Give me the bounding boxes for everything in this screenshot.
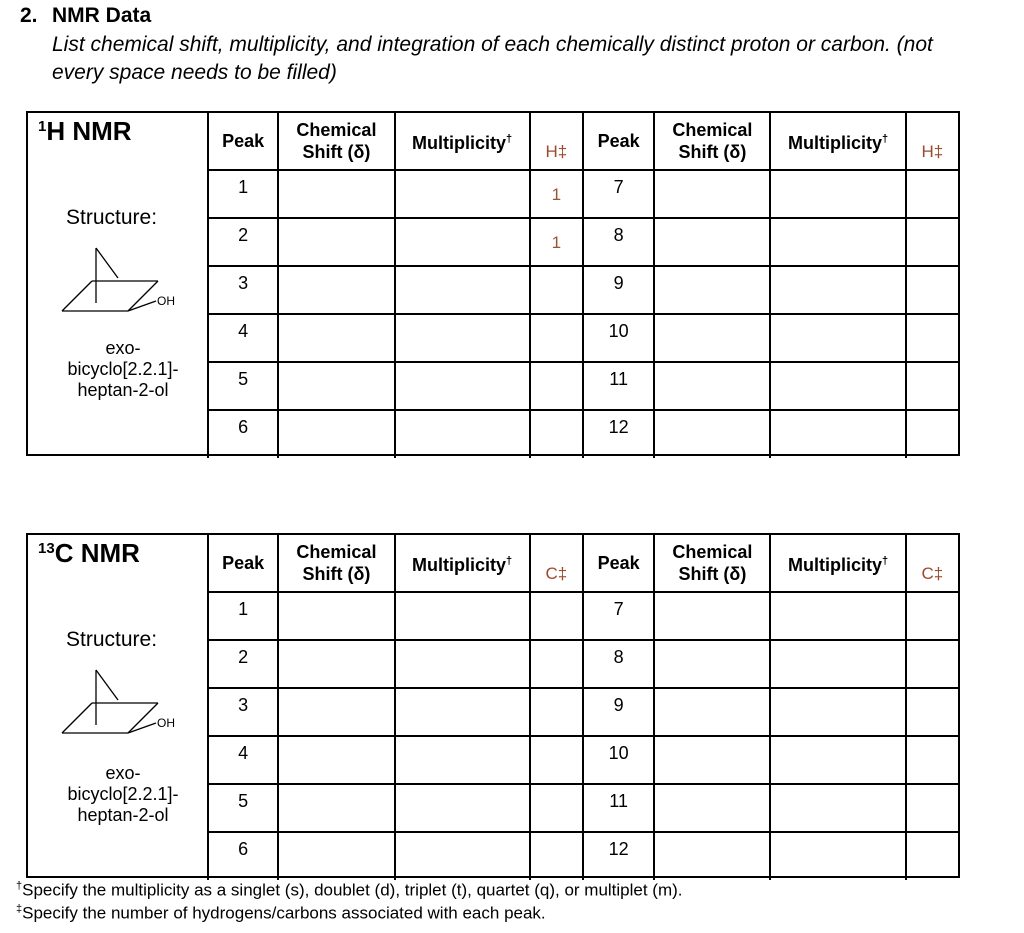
chemical-shift-cell[interactable] [654, 410, 770, 458]
dagger-mark: † [506, 555, 513, 567]
chemical-shift-cell[interactable] [654, 314, 770, 362]
count-cell[interactable] [906, 784, 958, 832]
multiplicity-cell[interactable] [395, 784, 530, 832]
multiplicity-cell[interactable] [770, 218, 905, 266]
peak-number: 9 [583, 266, 654, 314]
footnote-count [16, 903, 546, 924]
dagger-symbol: † [16, 880, 23, 892]
count-cell[interactable] [906, 640, 958, 688]
chemical-shift-header-line: Shift (δ) [678, 564, 747, 584]
table-row [208, 784, 958, 832]
molecule-structure-drawing [58, 243, 208, 318]
chemical-shift-header-line: Chemical [296, 542, 377, 562]
count-header-text: C‡ [921, 563, 944, 583]
oh-label: OH [157, 716, 175, 730]
count-header [530, 535, 583, 592]
chemical-shift-cell[interactable] [654, 218, 770, 266]
multiplicity-header [395, 535, 530, 592]
instructions: List chemical shift, multiplicity, and integration of each chemically distinct proton or carbon. (not every space needs to be filled) [52, 33, 933, 84]
multiplicity-cell[interactable] [395, 640, 530, 688]
peak-number: 8 [583, 218, 654, 266]
multiplicity-cell[interactable] [770, 784, 905, 832]
multiplicity-cell[interactable] [770, 410, 905, 458]
chemical-shift-header-line: Shift (δ) [678, 142, 747, 162]
peak-number: 2 [208, 640, 278, 688]
count-cell[interactable] [906, 314, 958, 362]
multiplicity-cell[interactable] [770, 832, 905, 880]
peak-number: 12 [583, 832, 654, 880]
table-row [208, 592, 958, 640]
multiplicity-header [770, 535, 905, 592]
peak-number: 11 [583, 362, 654, 410]
chemical-shift-cell[interactable] [654, 736, 770, 784]
peak-number: 3 [208, 688, 278, 736]
chemical-shift-cell[interactable] [654, 640, 770, 688]
chemical-shift-cell[interactable] [278, 640, 394, 688]
count-header-text: H‡ [545, 141, 568, 161]
nmr-data-table [207, 113, 958, 458]
peak-number: 2 [208, 218, 278, 266]
multiplicity-cell[interactable] [395, 314, 530, 362]
count-cell[interactable] [530, 592, 583, 640]
chemical-shift-header [654, 113, 770, 170]
table-row [208, 832, 958, 880]
multiplicity-cell[interactable] [395, 592, 530, 640]
multiplicity-cell[interactable] [395, 170, 530, 218]
count-cell[interactable] [530, 832, 583, 880]
structure-label: Structure: [66, 206, 158, 229]
count-cell[interactable] [906, 410, 958, 458]
chemical-shift-cell[interactable] [654, 592, 770, 640]
count-cell[interactable] [906, 362, 958, 410]
chemical-shift-cell[interactable] [654, 266, 770, 314]
multiplicity-header-text: Multiplicity [788, 133, 882, 153]
count-cell[interactable] [530, 784, 583, 832]
peak-header: Peak [208, 113, 278, 170]
count-header [906, 113, 958, 170]
multiplicity-cell[interactable] [770, 314, 905, 362]
compound-name-line: heptan-2-ol [77, 805, 169, 825]
nmr-data-table [207, 535, 958, 880]
section-number: 2. [20, 4, 38, 27]
h-nmr-panel [26, 111, 960, 456]
chemical-shift-cell[interactable] [278, 592, 394, 640]
peak-number: 8 [583, 640, 654, 688]
chemical-shift-cell[interactable] [654, 832, 770, 880]
count-cell[interactable] [530, 170, 583, 218]
section-title: NMR Data [52, 4, 152, 27]
chemical-shift-header [654, 535, 770, 592]
count-cell[interactable] [530, 266, 583, 314]
peak-number: 4 [208, 736, 278, 784]
peak-header: Peak [583, 113, 654, 170]
multiplicity-header-text: Multiplicity [788, 555, 882, 575]
molecule-structure-drawing [58, 665, 208, 740]
count-header-text: H‡ [921, 141, 944, 161]
multiplicity-cell[interactable] [770, 170, 905, 218]
table-row [208, 170, 958, 218]
nmr-type: H NMR [46, 116, 132, 146]
peak-number: 3 [208, 266, 278, 314]
table-row [208, 362, 958, 410]
count-cell[interactable] [906, 832, 958, 880]
nmr-title [38, 116, 132, 147]
dagger-mark: † [506, 133, 513, 145]
table-row [208, 688, 958, 736]
chemical-shift-header-line: Chemical [672, 120, 753, 140]
peak-header: Peak [208, 535, 278, 592]
multiplicity-cell[interactable] [770, 592, 905, 640]
multiplicity-header [395, 113, 530, 170]
chemical-shift-cell[interactable] [654, 688, 770, 736]
chemical-shift-cell[interactable] [278, 170, 394, 218]
chemical-shift-cell[interactable] [278, 410, 394, 458]
table-row [208, 736, 958, 784]
multiplicity-cell[interactable] [770, 362, 905, 410]
multiplicity-cell[interactable] [395, 266, 530, 314]
footnote-count-text: Specify the number of hydrogens/carbons associated with each peak. [22, 903, 546, 923]
dagger-mark: † [882, 555, 889, 567]
count-cell[interactable] [906, 266, 958, 314]
compound-name-line: bicyclo[2.2.1]- [67, 359, 179, 379]
peak-number: 9 [583, 688, 654, 736]
chemical-shift-cell[interactable] [278, 688, 394, 736]
chemical-shift-header [278, 113, 394, 170]
structure-column [28, 535, 208, 876]
table-row [208, 218, 958, 266]
table-row [208, 640, 958, 688]
count-cell[interactable] [906, 688, 958, 736]
chemical-shift-header [278, 535, 394, 592]
count-cell[interactable] [906, 736, 958, 784]
peak-number: 10 [583, 736, 654, 784]
count-header-text: C‡ [545, 563, 568, 583]
count-header [906, 535, 958, 592]
multiplicity-cell[interactable] [770, 640, 905, 688]
multiplicity-cell[interactable] [395, 688, 530, 736]
peak-number: 7 [583, 592, 654, 640]
peak-number: 6 [208, 410, 278, 458]
nmr-title [38, 538, 140, 569]
chemical-shift-header-line: Shift (δ) [302, 142, 371, 162]
chemical-shift-cell[interactable] [654, 170, 770, 218]
table-row [208, 314, 958, 362]
table-row [208, 266, 958, 314]
count-cell[interactable] [530, 362, 583, 410]
multiplicity-cell[interactable] [770, 688, 905, 736]
peak-number: 11 [583, 784, 654, 832]
compound-name [28, 338, 218, 401]
structure-label: Structure: [66, 628, 158, 651]
chemical-shift-cell[interactable] [278, 218, 394, 266]
count-cell[interactable] [530, 410, 583, 458]
chemical-shift-cell[interactable] [278, 832, 394, 880]
isotope-number: 13 [38, 540, 55, 557]
table-row [208, 410, 958, 458]
multiplicity-cell[interactable] [395, 218, 530, 266]
compound-name-line: bicyclo[2.2.1]- [67, 784, 179, 804]
header-row [208, 535, 958, 592]
peak-number: 12 [583, 410, 654, 458]
dagger-mark: † [882, 133, 889, 145]
multiplicity-cell[interactable] [395, 832, 530, 880]
count-cell[interactable] [530, 218, 583, 266]
header-row [208, 113, 958, 170]
count-cell[interactable] [906, 592, 958, 640]
structure-column [28, 113, 208, 454]
peak-number: 5 [208, 784, 278, 832]
peak-number: 10 [583, 314, 654, 362]
count-header [530, 113, 583, 170]
multiplicity-header-text: Multiplicity [412, 133, 507, 153]
compound-name-line: heptan-2-ol [77, 380, 169, 400]
chemical-shift-header-line: Shift (δ) [302, 564, 371, 584]
chemical-shift-header-line: Chemical [672, 542, 753, 562]
count-entry: 1 [551, 184, 562, 204]
section-heading [20, 4, 151, 28]
chemical-shift-cell[interactable] [654, 784, 770, 832]
multiplicity-cell[interactable] [395, 736, 530, 784]
footnote-multiplicity [16, 880, 683, 901]
compound-name-line: exo- [105, 763, 141, 783]
chemical-shift-cell[interactable] [278, 784, 394, 832]
multiplicity-cell[interactable] [395, 410, 530, 458]
peak-number: 1 [208, 170, 278, 218]
multiplicity-header [770, 113, 905, 170]
chemical-shift-cell[interactable] [278, 314, 394, 362]
count-cell[interactable] [906, 170, 958, 218]
chemical-shift-cell[interactable] [278, 362, 394, 410]
footnote-multiplicity-text: Specify the multiplicity as a singlet (s), doublet (d), triplet (t), quartet (q), or multiplet (m). [22, 880, 683, 900]
multiplicity-header-text: Multiplicity [412, 555, 507, 575]
nmr-type: C NMR [54, 538, 140, 568]
peak-header: Peak [583, 535, 654, 592]
oh-label: OH [157, 294, 175, 308]
compound-name [28, 763, 218, 826]
count-cell[interactable] [530, 314, 583, 362]
peak-number: 4 [208, 314, 278, 362]
multiplicity-cell[interactable] [770, 266, 905, 314]
chemical-shift-cell[interactable] [278, 266, 394, 314]
peak-number: 7 [583, 170, 654, 218]
peak-number: 1 [208, 592, 278, 640]
count-cell[interactable] [530, 640, 583, 688]
peak-number: 5 [208, 362, 278, 410]
peak-number: 6 [208, 832, 278, 880]
count-cell[interactable] [530, 688, 583, 736]
multiplicity-cell[interactable] [770, 736, 905, 784]
count-cell[interactable] [906, 218, 958, 266]
double-dagger-symbol: ‡ [16, 903, 23, 915]
multiplicity-cell[interactable] [395, 362, 530, 410]
count-entry: 1 [551, 232, 562, 252]
count-cell[interactable] [530, 736, 583, 784]
compound-name-line: exo- [105, 338, 141, 358]
chemical-shift-cell[interactable] [278, 736, 394, 784]
c-nmr-panel [26, 533, 960, 878]
chemical-shift-header-line: Chemical [296, 120, 377, 140]
chemical-shift-cell[interactable] [654, 362, 770, 410]
isotope-number: 1 [38, 118, 47, 135]
